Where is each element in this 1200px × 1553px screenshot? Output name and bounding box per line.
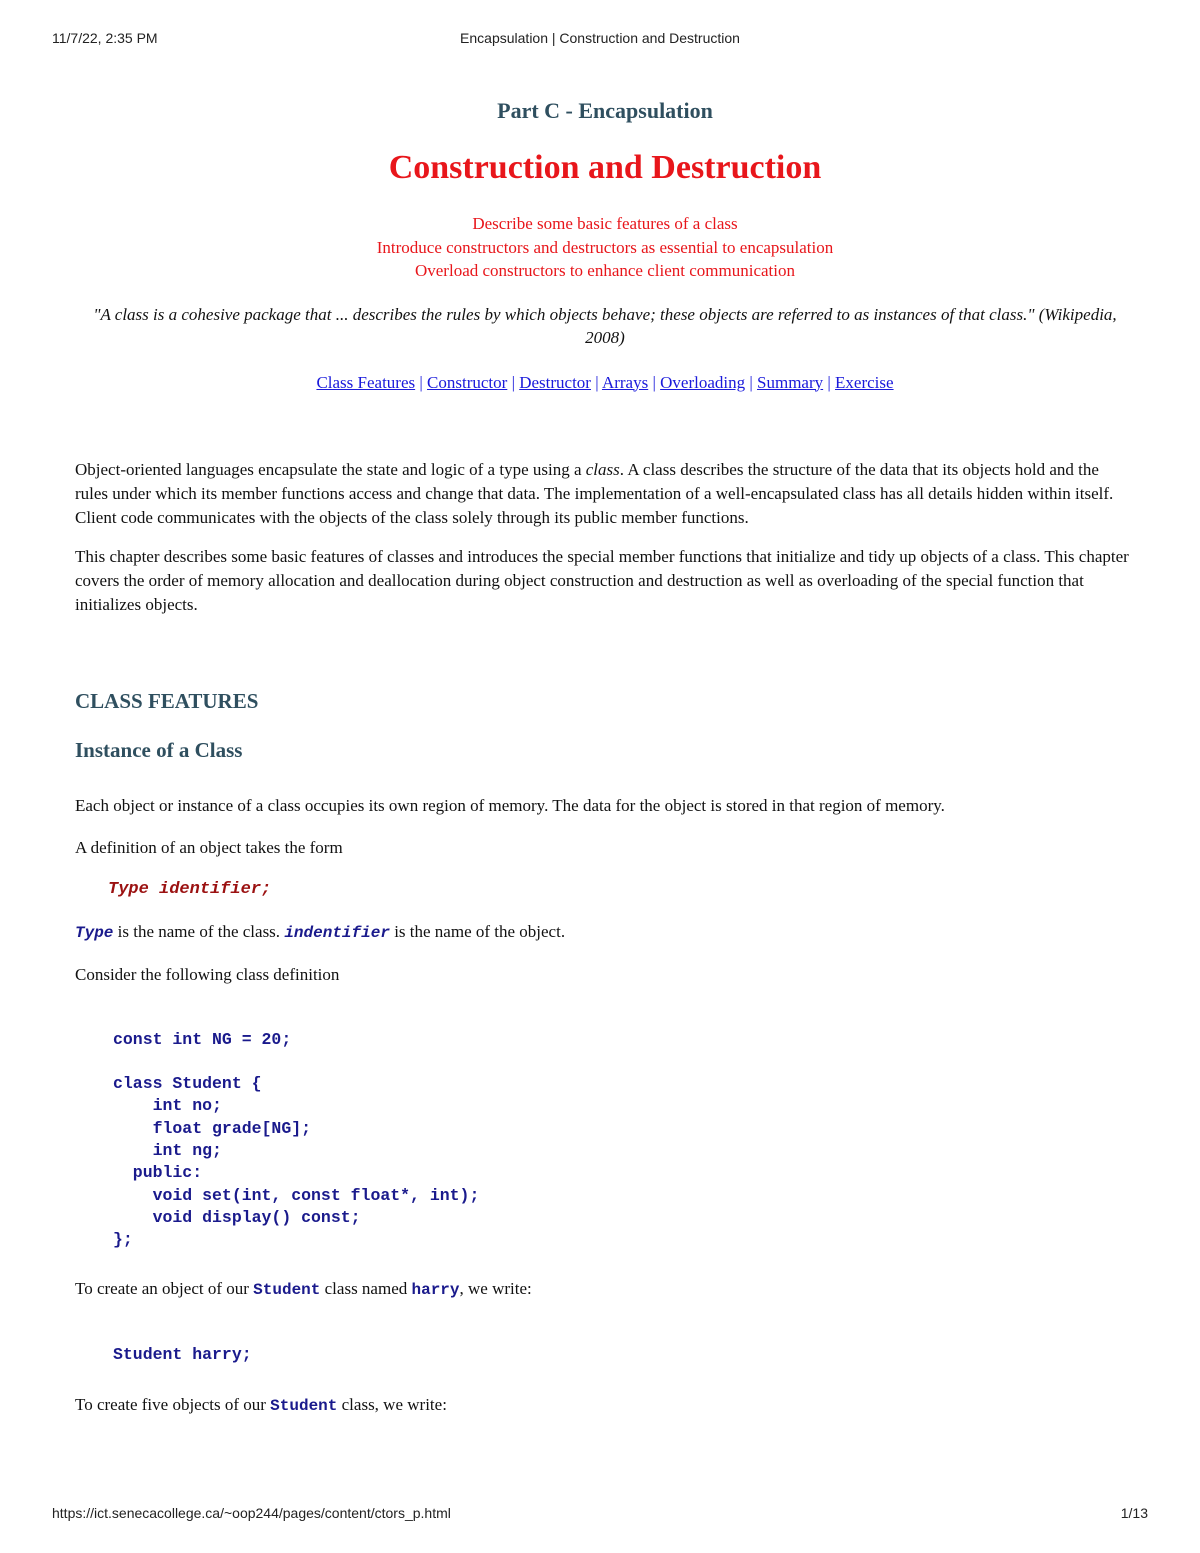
- page-title: Construction and Destruction: [388, 149, 822, 186]
- nav-separator: |: [419, 372, 423, 392]
- nav-separator: |: [511, 372, 515, 392]
- nav-separator: |: [595, 372, 599, 392]
- identifier-keyword: indentifier: [284, 923, 390, 942]
- nav-link-arrays[interactable]: Arrays: [601, 372, 649, 392]
- type-keyword: Type: [75, 923, 114, 942]
- nav-link-summary[interactable]: Summary: [757, 372, 824, 392]
- nav-link-constructor[interactable]: Constructor: [427, 372, 508, 392]
- section-heading: CLASS FEATURES: [75, 688, 259, 713]
- definition-paragraph: A definition of an object takes the form: [75, 837, 343, 857]
- print-footer: [0, 1505, 1200, 1525]
- nav-link-class-features[interactable]: Class Features: [316, 372, 416, 392]
- create-text: To create an object of our: [75, 1279, 254, 1299]
- intro-paragraph: [75, 458, 1135, 530]
- class-name-code: Student: [253, 1281, 321, 1300]
- page-content: [75, 96, 1135, 1418]
- objective-item: Describe some basic features of a class: [472, 214, 738, 233]
- nav-link-exercise[interactable]: Exercise: [835, 372, 894, 392]
- create-five-paragraph: [75, 1393, 1135, 1418]
- intro-emphasis: class: [585, 459, 620, 479]
- print-header: [0, 30, 1200, 50]
- objective-item: Overload constructors to enhance client communication: [414, 261, 795, 280]
- class-definition-code: const int NG = 20; class Student { int no; float grade[NG]; int ng; public: void set(int, const float*, int); void display() const; };: [113, 1029, 480, 1250]
- chapter-nav: [75, 372, 1135, 394]
- definition-form-code: Type identifier;: [108, 879, 272, 899]
- nav-separator: |: [827, 372, 831, 392]
- create-text: class, we write:: [337, 1394, 447, 1414]
- chapter-overview-paragraph: This chapter describes some basic features of classes and introduces the special member functions that initialize and tidy up objects of a class. This chapter covers the order of memory allocation and deallocation during object construction and destruction as well as overloading of the special function that initializes objects.: [75, 546, 1129, 614]
- create-object-paragraph: [75, 1277, 1135, 1302]
- nav-separator: |: [749, 372, 753, 392]
- instance-paragraph: Each object or instance of a class occupies its own region of memory. The data for the object is stored in that region of memory.: [75, 795, 945, 815]
- print-datetime: 11/7/22, 2:35 PM: [52, 30, 158, 46]
- subsection-heading: Instance of a Class: [75, 737, 243, 762]
- print-page-title: Encapsulation | Construction and Destruction: [460, 30, 740, 46]
- nav-separator: |: [652, 372, 656, 392]
- create-text: class named: [320, 1279, 412, 1299]
- print-url: https://ict.senecacollege.ca/~oop244/pages/content/ctors_p.html: [52, 1505, 451, 1521]
- nav-link-destructor[interactable]: Destructor: [519, 372, 591, 392]
- intro-text: . A class describes the structure of the data that its objects hold and the rules under which its member functions access and change that data. The implementation of a well-encapsulated class has all details hidden within itself. Client code communicates with the objects of the class solely through its public member functions.: [75, 459, 1114, 527]
- type-explanation: [75, 920, 1135, 945]
- part-title: Part C - Encapsulation: [497, 98, 713, 123]
- objective-item: Introduce constructors and destructors as essential to encapsulation: [376, 237, 834, 257]
- object-definition-code: Student harry;: [113, 1345, 252, 1365]
- nav-link-overloading[interactable]: Overloading: [660, 372, 746, 392]
- objectives-list: [75, 212, 1135, 283]
- print-page-number: 1/13: [1120, 1505, 1148, 1521]
- type-text: is the name of the object.: [389, 921, 566, 941]
- class-name-code: Student: [270, 1396, 338, 1415]
- consider-paragraph: Consider the following class definition: [75, 964, 340, 984]
- intro-text: Object-oriented languages encapsulate the state and logic of a type using a: [75, 459, 586, 479]
- create-text: , we write:: [459, 1279, 532, 1299]
- create-text: To create five objects of our: [75, 1394, 271, 1414]
- epigraph-quote: "A class is a cohesive package that ... describes the rules by which objects behave; these objects are referred to as instances of that class." (Wikipedia, 2008): [93, 304, 1117, 347]
- type-text: is the name of the class.: [113, 921, 285, 941]
- object-name-code: harry: [411, 1281, 460, 1300]
